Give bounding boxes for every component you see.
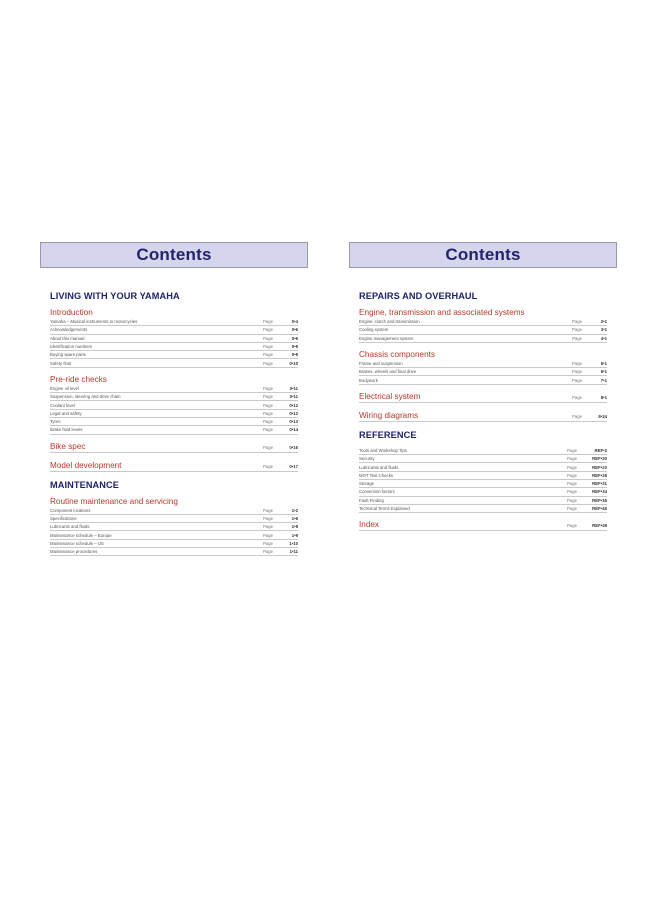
entry-label: Specifications [50, 516, 77, 521]
page-number: 4•1 [600, 335, 607, 341]
entry-label: Storage [359, 481, 375, 487]
entry-label: Engine oil level [50, 385, 79, 391]
page-word: Page [263, 549, 274, 555]
page-number: 0•10 [289, 360, 298, 366]
toc-row[interactable] [50, 410, 298, 418]
page-number: REF•20 [592, 456, 607, 462]
toc-row[interactable] [50, 401, 298, 409]
page-word: Page [567, 497, 578, 503]
page-number: 1•9 [291, 532, 298, 538]
page-number: REF•31 [592, 481, 607, 487]
page-number: 1•10 [289, 540, 298, 546]
page-number: 0•13 [289, 419, 298, 425]
toc-subsection [359, 350, 607, 385]
page-word: Page [567, 481, 578, 487]
toc-row[interactable] [50, 318, 298, 326]
toc-row[interactable] [359, 360, 607, 368]
toc-row[interactable] [359, 472, 607, 480]
subsection-title: Introduction [50, 308, 93, 317]
entry-label: Conversion factors [359, 489, 395, 495]
entry-label: Bodywork [359, 377, 378, 383]
banner-title: Contents [136, 245, 212, 264]
toc-row[interactable] [50, 540, 298, 548]
toc-row[interactable] [359, 488, 607, 496]
page-word: Page [572, 413, 583, 419]
page-word: Page [263, 335, 274, 341]
toc-entry-chapter[interactable] [359, 411, 607, 422]
entry-label: Maintenance schedule – Europe [50, 532, 112, 538]
page-word: Page [567, 506, 578, 511]
entry-label: Technical Terms Explained [359, 506, 410, 511]
toc-row[interactable] [50, 359, 298, 367]
contents-section [359, 430, 607, 531]
toc-row[interactable] [359, 318, 607, 326]
toc-row[interactable] [50, 393, 298, 401]
page-word: Page [263, 516, 274, 521]
entry-label: Maintenance procedures [50, 549, 98, 555]
page-word: Page [263, 444, 274, 450]
page-word: Page [263, 360, 274, 366]
entry-label: Buying spare parts [50, 352, 86, 358]
page-word: Page [263, 427, 274, 433]
toc-row[interactable] [50, 531, 298, 539]
page-number: 0•6 [291, 335, 298, 341]
page-word: Page [572, 377, 583, 383]
entry-label: Brakes, wheels and final drive [359, 369, 417, 375]
page-number: 0•17 [289, 463, 298, 469]
page-word: Page [263, 394, 274, 400]
toc-row[interactable] [50, 515, 298, 523]
page-word: Page [263, 352, 274, 358]
page-number: 1•11 [289, 549, 298, 555]
page-word: Page [567, 523, 578, 529]
page-number: 0•12 [289, 410, 298, 416]
chapter-page [263, 445, 298, 450]
page-word: Page [572, 394, 583, 400]
page-word: Page [263, 463, 274, 469]
page-number: 5•1 [600, 361, 607, 367]
entry-label: Fault Finding [359, 497, 384, 503]
page-word: Page [567, 456, 578, 462]
contents-list [40, 291, 308, 556]
entry-label: Tyres [50, 419, 61, 425]
page-number: 0•4 [291, 319, 298, 325]
page-word: Page [263, 524, 274, 530]
page-word: Page [263, 419, 274, 425]
page-word: Page [572, 335, 583, 341]
page-word: Page [263, 532, 274, 538]
entry-label: Identification numbers [50, 344, 93, 350]
page-number: REF•2 [594, 447, 607, 453]
toc-entry-chapter[interactable] [50, 442, 298, 453]
page-number: 1•6 [291, 516, 298, 521]
page-number: REF•34 [592, 489, 607, 495]
page-word: Page [572, 327, 583, 333]
toc-row[interactable] [359, 376, 607, 384]
toc-row[interactable] [359, 463, 607, 471]
toc-row[interactable] [359, 326, 607, 334]
page-word: Page [572, 369, 583, 375]
toc-row[interactable] [50, 343, 298, 351]
page-word: Page [567, 472, 578, 478]
page-word: Page [263, 385, 274, 391]
chapter-title: Index [359, 520, 380, 530]
subsection-title: Engine, transmission and associated systems [359, 308, 525, 317]
chapter-title: Model development [50, 460, 122, 470]
page-number: 2•1 [600, 319, 607, 325]
contents-banner [40, 242, 308, 268]
page-number: 8•1 [600, 394, 607, 400]
subsection-title: Routine maintenance and servicing [50, 496, 178, 506]
banner-title: Contents [445, 245, 521, 264]
toc-row[interactable] [50, 507, 298, 515]
contents-banner [349, 242, 617, 268]
entry-label: Safety first! [50, 360, 72, 366]
page-word: Page [567, 489, 578, 495]
entry-label: Legal and safety [50, 410, 82, 416]
toc-entry-chapter[interactable] [50, 461, 298, 472]
page-word: Page [567, 464, 578, 470]
page-number: 3•1 [600, 327, 607, 333]
chapter-title: Wiring diagrams [359, 410, 419, 420]
entry-label: Coolant level [50, 402, 75, 408]
entry-label: Component locations [50, 507, 91, 513]
toc-row[interactable] [359, 497, 607, 505]
toc-subsection [359, 308, 607, 343]
entry-label: Cooling system [359, 327, 389, 333]
contents-section [50, 291, 298, 472]
page-number: 0•14 [289, 427, 298, 433]
chapter-page [572, 395, 607, 400]
toc-row[interactable] [359, 480, 607, 488]
page-number: REF•35 [592, 497, 607, 503]
page-number: 0•11 [289, 385, 298, 391]
page-number: 7•1 [600, 377, 607, 383]
chapter-title: Bike spec [50, 441, 86, 451]
toc-row[interactable] [359, 455, 607, 463]
page-word: Page [572, 361, 583, 367]
page-word: Page [263, 344, 274, 350]
page-number: REF•49 [592, 523, 607, 529]
page-number: 0•12 [289, 402, 298, 408]
chapter-title: Electrical system [359, 391, 421, 401]
entry-label: Maintenance schedule – US [50, 540, 104, 546]
toc-row[interactable] [359, 368, 607, 376]
page-number: 0•11 [289, 394, 298, 400]
page-word: Page [263, 410, 274, 416]
entry-label: Suspension, steering and drive chain [50, 394, 121, 400]
contents-section [50, 480, 298, 557]
entry-label: Engine, clutch and transmission [359, 319, 420, 325]
contents-page-left [40, 242, 308, 563]
entry-label: Lubricants and fluids [50, 524, 90, 530]
page-number: 0•6 [291, 327, 298, 333]
toc-row[interactable] [50, 335, 298, 343]
entry-label: Frame and suspension [359, 361, 403, 367]
entry-label: Yamaha – Musical instruments to motorcycles [50, 319, 138, 325]
page-word: Page [263, 402, 274, 408]
chapter-page [567, 523, 607, 528]
page-number: 1•8 [291, 524, 298, 530]
page-number: 1•2 [291, 507, 298, 513]
toc-row[interactable] [359, 447, 607, 455]
chapter-page [572, 414, 607, 419]
page-word: Page [263, 327, 274, 333]
entry-label: Engine management system [359, 335, 414, 341]
subsection-title: Pre-ride checks [50, 374, 107, 384]
page-number: 0•16 [289, 444, 298, 450]
toc-entry-chapter[interactable] [359, 520, 607, 531]
section-title: REPAIRS AND OVERHAUL [359, 291, 478, 301]
page-word: Page [567, 447, 578, 453]
page-word: Page [263, 319, 274, 325]
section-title: MAINTENANCE [50, 479, 119, 490]
page-number: 0•8 [291, 344, 298, 350]
entry-label: Security [359, 456, 375, 462]
entry-label: MOT Test Checks [359, 472, 393, 478]
page-word: Page [572, 319, 583, 325]
page-number: 6•1 [600, 369, 607, 375]
page-number: 0•8 [291, 352, 298, 358]
entry-label: Tools and Workshop Tips [359, 447, 407, 453]
contents-section [359, 291, 607, 422]
toc-subsection [50, 497, 298, 557]
subsection-title: Chassis components [359, 349, 435, 359]
toc-row[interactable] [50, 326, 298, 334]
contents-list [349, 291, 617, 531]
section-title: REFERENCE [359, 429, 417, 440]
toc-row[interactable] [50, 523, 298, 531]
page-number: 8•34 [598, 413, 607, 419]
toc-row[interactable] [50, 548, 298, 556]
page-number: REF•26 [592, 472, 607, 478]
entry-label: About this manual [50, 335, 85, 341]
page-number: REF•45 [592, 506, 607, 511]
toc-row[interactable] [50, 351, 298, 359]
toc-entry-chapter[interactable] [359, 392, 607, 403]
toc-row[interactable] [359, 335, 607, 343]
chapter-page [263, 464, 298, 469]
page-word: Page [263, 540, 274, 546]
toc-row[interactable] [50, 385, 298, 393]
entry-label: Lubricants and fluids [359, 464, 399, 470]
toc-row[interactable] [50, 418, 298, 426]
entry-label: Brake fluid levels [50, 427, 83, 433]
toc-subsection [359, 447, 607, 513]
entry-label: Acknowledgements [50, 327, 88, 333]
toc-subsection [50, 308, 298, 368]
section-title: LIVING WITH YOUR YAMAHA [50, 291, 180, 301]
toc-row[interactable] [50, 426, 298, 434]
contents-page-right [349, 242, 617, 539]
toc-subsection [50, 375, 298, 435]
toc-row[interactable] [359, 505, 607, 513]
page-word: Page [263, 507, 274, 513]
page-number: REF•23 [592, 464, 607, 470]
